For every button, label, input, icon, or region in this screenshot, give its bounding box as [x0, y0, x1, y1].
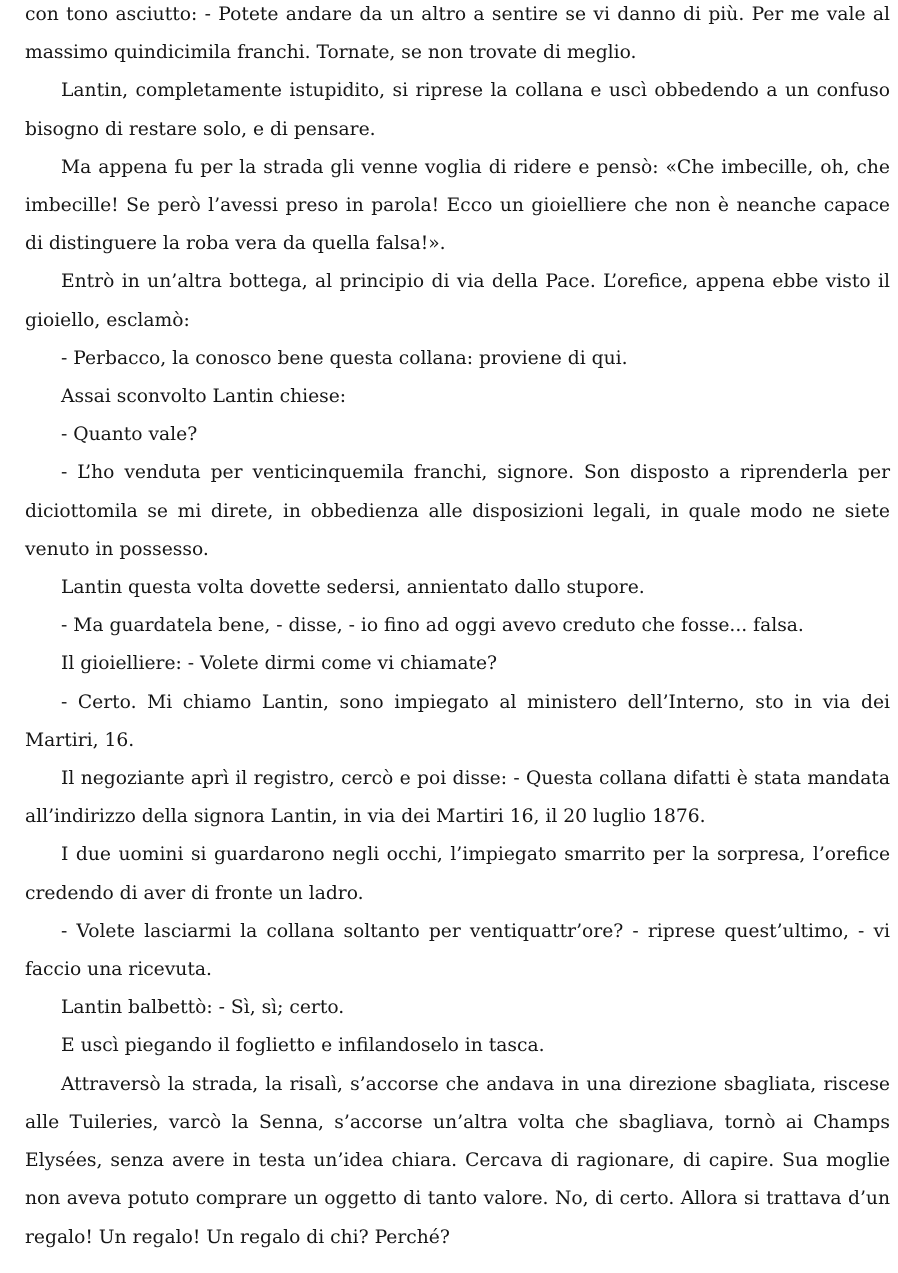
- paragraph: Il gioielliere: - Volete dirmi come vi chiamate?: [61, 653, 498, 675]
- paragraph-continued: con tono asciutto: - Potete andare da un altro a sentire se vi danno di più. Per me vale al massimo quindicimila franchi. Tornate, se non trovate di meglio.: [25, 4, 890, 64]
- paragraph: Lantin, completamente istupidito, si riprese la collana e uscì obbedendo a un confuso bisogno di restare solo, e di pensare.: [25, 80, 890, 140]
- paragraph: Entrò in un’altra bottega, al principio di via della Pace. L’orefice, appena ebbe visto il gioiello, esclamò:: [25, 271, 890, 331]
- paragraph: - Perbacco, la conosco bene questa collana: proviene di qui.: [61, 347, 628, 369]
- paragraph: - L’ho venduta per venticinquemila franchi, signore. Son disposto a riprenderla per diciottomila se mi direte, in obbedienza alle disposizioni legali, in quale modo ne siete venuto in possesso.: [25, 462, 890, 560]
- paragraph: Lantin balbettò: - Sì, sì; certo.: [61, 997, 345, 1019]
- paragraph: Assai sconvolto Lantin chiese:: [61, 386, 347, 408]
- paragraph: E uscì piegando il foglietto e infilandoselo in tasca.: [61, 1035, 545, 1057]
- body-text: [25, 0, 890, 1257]
- paragraph: Ma appena fu per la strada gli venne voglia di ridere e pensò: «Che imbecille, oh, che imbecille! Se però l’avessi preso in parola! Ecco un gioielliere che non è neanche capace di distinguere la roba vera da quella falsa!».: [25, 156, 890, 255]
- paragraph: - Ma guardatela bene, - disse, - io fino ad oggi avevo creduto che fosse... falsa.: [61, 615, 804, 637]
- paragraph: Attraversò la strada, la risalì, s’accorse che andava in una direzione sbagliata, riscese alle Tuileries, varcò la Senna, s’accorse un’altra volta che sbagliava, tornò ai Champs Elysées, senza avere in testa un’idea chiara. Cercava di ragionare, di capire. Sua moglie non aveva potuto comprare un oggetto di tanto valore. No, di certo. Allora si trattava d’un regalo! Un regalo! Un regalo di chi? Perché?: [25, 1073, 890, 1248]
- paragraph: - Volete lasciarmi la collana soltanto per ventiquattr’ore? - riprese quest’ultimo, - vi faccio una ricevuta.: [25, 920, 890, 981]
- paragraph: I due uomini si guardarono negli occhi, l’impiegato smarrito per la sorpresa, l’orefice credendo di aver di fronte un ladro.: [25, 844, 890, 904]
- paragraph: - Certo. Mi chiamo Lantin, sono impiegato al ministero dell’Interno, sto in via dei Martiri, 16.: [25, 691, 890, 751]
- paragraph: Lantin questa volta dovette sedersi, annientato dallo stupore.: [61, 577, 645, 599]
- paragraph: Il negoziante aprì il registro, cercò e poi disse: - Questa collana difatti è stata mandata all’indirizzo della signora Lantin, in via dei Martiri 16, il 20 luglio 1876.: [25, 768, 890, 828]
- paragraph: - Quanto vale?: [61, 424, 198, 446]
